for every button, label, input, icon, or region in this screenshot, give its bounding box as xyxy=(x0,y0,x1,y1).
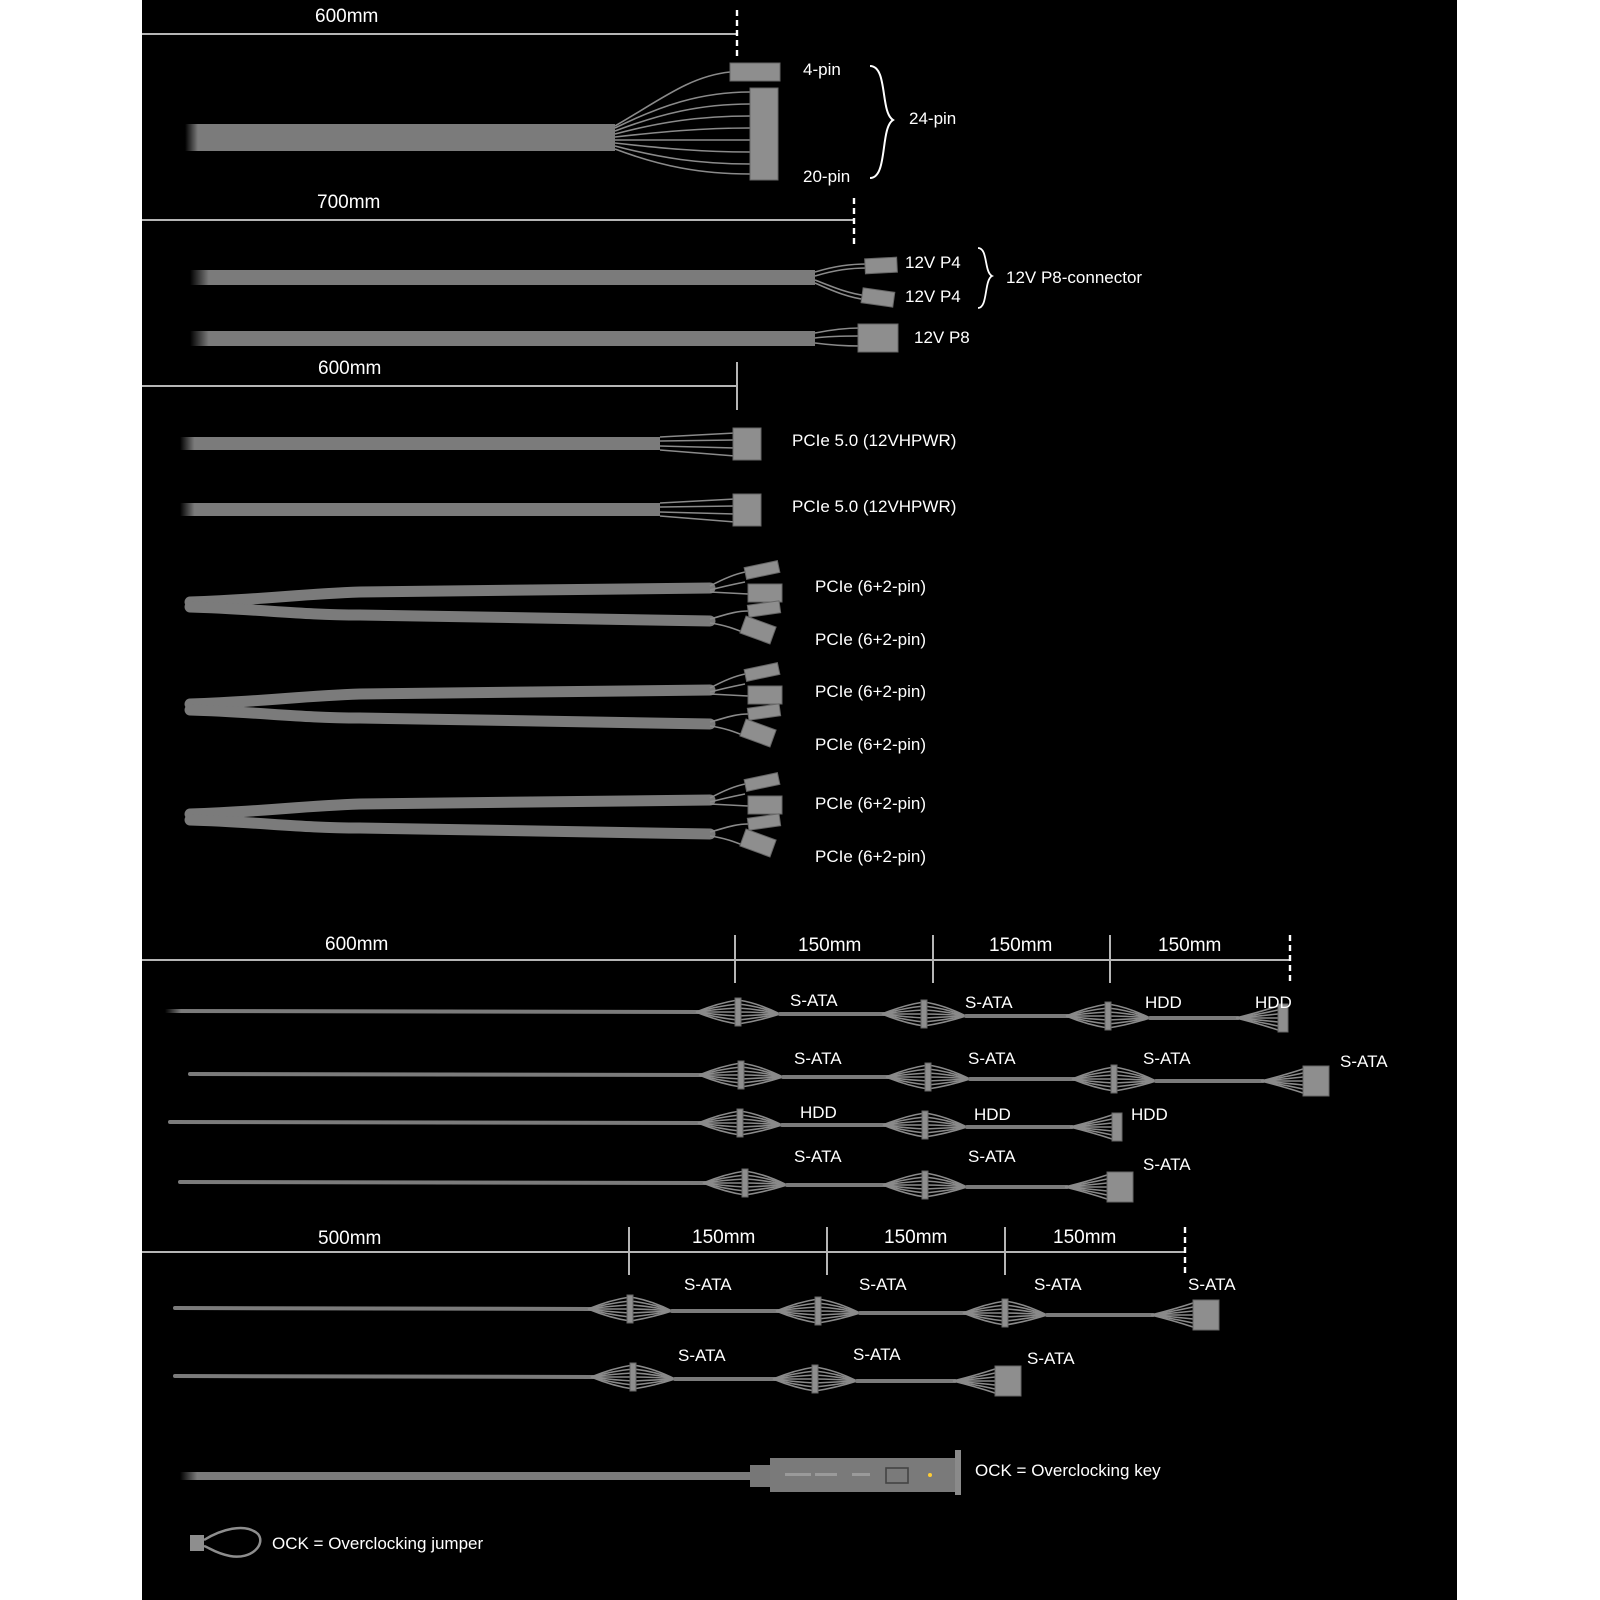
cpu-p8-label: 12V P8 xyxy=(914,328,970,347)
peripheral-a-length-1: 600mm xyxy=(325,934,389,955)
pcie-8pin-label-1: PCIe (6+2-pin) xyxy=(815,577,927,596)
peripheral-inline-connector xyxy=(925,1063,931,1091)
pcie-2pin-connector xyxy=(747,704,780,720)
cpu-cable-group xyxy=(142,192,1142,352)
mainboard-20pin-connector xyxy=(750,88,778,180)
peripheral-inline-connector xyxy=(735,998,741,1026)
cpu-p8-cable xyxy=(190,331,815,346)
peripheral-inline-connector xyxy=(627,1295,633,1323)
cpu-p4-label-b: 12V P4 xyxy=(905,287,961,306)
mainboard-24pin-label: 24-pin xyxy=(909,109,957,128)
peripheral-a-row2-label-2: S-ATA xyxy=(968,1049,1016,1068)
peripheral-inline-connector xyxy=(742,1169,748,1197)
peripheral-inline-connector xyxy=(1105,1002,1111,1030)
mainboard-20pin-label: 20-pin xyxy=(803,167,851,186)
peripheral-sata-end-connector xyxy=(1193,1300,1219,1330)
peripheral-inline-connector xyxy=(1002,1299,1008,1327)
pcie-6pin-connector xyxy=(740,616,776,644)
peripheral-b-row1-label-1: S-ATA xyxy=(684,1275,732,1294)
pcie-8pin-label-6: PCIe (6+2-pin) xyxy=(815,847,927,866)
peripheral-inline-connector xyxy=(922,1111,928,1139)
peripheral-a-row2-lead xyxy=(190,1074,700,1075)
pcie-2pin-connector xyxy=(744,773,780,792)
peripheral-hdd-end-connector xyxy=(1112,1113,1122,1141)
pcie-8pin-cable xyxy=(190,800,710,814)
peripheral-inline-connector xyxy=(812,1365,818,1393)
peripheral-sata-end-connector xyxy=(1107,1172,1133,1202)
peripheral-a-row2-label-4: S-ATA xyxy=(1340,1052,1388,1071)
peripheral-b-group xyxy=(142,1227,1236,1396)
pcie-8pin-cable xyxy=(190,710,710,724)
mainboard-length-label: 600mm xyxy=(315,6,379,27)
mainboard-4pin-label: 4-pin xyxy=(803,60,841,79)
pcie-hpwr-cable-1 xyxy=(180,437,660,450)
peripheral-a-row1-label-3: HDD xyxy=(1145,993,1182,1012)
pcie-hpwr-cable-2 xyxy=(180,503,660,516)
peripheral-inline-connector xyxy=(1111,1065,1117,1093)
peripheral-a-row4-lead xyxy=(180,1182,700,1183)
peripheral-b-row2-label-2: S-ATA xyxy=(853,1345,901,1364)
pcie-6pin-connector xyxy=(748,796,782,814)
pcie-2pin-connector xyxy=(747,601,780,617)
peripheral-inline-connector xyxy=(737,1109,743,1137)
pcie-8pin-cable xyxy=(190,607,710,621)
peripheral-inline-connector xyxy=(738,1061,744,1089)
ock-jumper-icon xyxy=(190,1528,260,1557)
cpu-p8-connector xyxy=(858,324,898,352)
cpu-p8-group-label: 12V P8-connector xyxy=(1006,268,1143,287)
mainboard-4pin-connector xyxy=(730,63,780,81)
pcie-hpwr-connector-2 xyxy=(733,494,761,526)
pcie-2pin-connector xyxy=(744,561,780,580)
peripheral-a-length-3: 150mm xyxy=(989,935,1053,956)
peripheral-a-row2-label-1: S-ATA xyxy=(794,1049,842,1068)
peripheral-a-group xyxy=(142,934,1388,1202)
peripheral-a-row3-lead xyxy=(170,1122,700,1123)
pcie-2pin-connector xyxy=(747,814,780,830)
pcie-8pin-label-5: PCIe (6+2-pin) xyxy=(815,794,927,813)
peripheral-a-row1-label-4: HDD xyxy=(1255,993,1292,1012)
cpu-p4-connector-b xyxy=(861,288,895,307)
pcie-6pin-connector xyxy=(740,829,776,857)
peripheral-b-length-2: 150mm xyxy=(692,1227,756,1248)
peripheral-a-row3-label-1: HDD xyxy=(800,1103,837,1122)
cpu-brace-icon xyxy=(978,248,992,308)
pcie-6pin-connector xyxy=(740,719,776,747)
pcie-8pin-cable xyxy=(190,820,710,834)
pcie-2pin-connector xyxy=(744,663,780,682)
pcie-hpwr-label-2: PCIe 5.0 (12VHPWR) xyxy=(792,497,957,516)
peripheral-b-row2-label-3: S-ATA xyxy=(1027,1349,1075,1368)
peripheral-a-row3-label-2: HDD xyxy=(974,1105,1011,1124)
pcie-6pin-connector xyxy=(748,584,782,602)
peripheral-b-row2-label-1: S-ATA xyxy=(678,1346,726,1365)
ock-group xyxy=(180,1450,1161,1557)
mainboard-brace-icon xyxy=(870,66,893,178)
peripheral-b-row1-label-4: S-ATA xyxy=(1188,1275,1236,1294)
pcie-cable-group xyxy=(142,358,956,866)
peripheral-b-length-3: 150mm xyxy=(884,1227,948,1248)
peripheral-b-row1-lead xyxy=(175,1308,590,1309)
peripheral-b-row1-label-3: S-ATA xyxy=(1034,1275,1082,1294)
peripheral-a-length-4: 150mm xyxy=(1158,935,1222,956)
peripheral-b-row1-label-2: S-ATA xyxy=(859,1275,907,1294)
mainboard-cable-group xyxy=(142,6,956,186)
peripheral-a-row4-label-3: S-ATA xyxy=(1143,1155,1191,1174)
peripheral-a-row4-label-2: S-ATA xyxy=(968,1147,1016,1166)
peripheral-inline-connector xyxy=(630,1363,636,1391)
pcie-hpwr-label-1: PCIe 5.0 (12VHPWR) xyxy=(792,431,957,450)
cpu-p4-label-a: 12V P4 xyxy=(905,253,961,272)
pcie-8pin-cables xyxy=(190,561,782,857)
peripheral-a-row1-label-1: S-ATA xyxy=(790,991,838,1010)
peripheral-a-row3-label-3: HDD xyxy=(1131,1105,1168,1124)
peripheral-a-row2-label-3: S-ATA xyxy=(1143,1049,1191,1068)
ock-key-cable xyxy=(180,1472,752,1480)
pcie-length-label: 600mm xyxy=(318,358,382,379)
peripheral-a-row4-label-1: S-ATA xyxy=(794,1147,842,1166)
ock-key-label: OCK = Overclocking key xyxy=(975,1461,1161,1480)
ock-key-bracket xyxy=(750,1450,961,1495)
peripheral-a-row1-lead xyxy=(165,1011,700,1012)
peripheral-a-length-2: 150mm xyxy=(798,935,862,956)
peripheral-sata-end-connector xyxy=(1303,1066,1329,1096)
mainboard-cable xyxy=(185,124,615,151)
pcie-8pin-label-3: PCIe (6+2-pin) xyxy=(815,682,927,701)
peripheral-inline-connector xyxy=(921,1000,927,1028)
peripheral-b-length-4: 150mm xyxy=(1053,1227,1117,1248)
cpu-length-label: 700mm xyxy=(317,192,381,213)
pcie-6pin-connector xyxy=(748,686,782,704)
peripheral-inline-connector xyxy=(815,1297,821,1325)
ock-jumper-label: OCK = Overclocking jumper xyxy=(272,1534,484,1553)
cpu-p4-connector-a xyxy=(865,257,898,274)
pcie-8pin-cable xyxy=(190,690,710,704)
pcie-hpwr-connector-1 xyxy=(733,428,761,460)
pcie-8pin-cable xyxy=(190,588,710,602)
peripheral-inline-connector xyxy=(922,1171,928,1199)
cpu-p4-cable xyxy=(190,270,815,285)
peripheral-b-length-1: 500mm xyxy=(318,1228,382,1249)
peripheral-a-row1-label-2: S-ATA xyxy=(965,993,1013,1012)
pcie-8pin-label-4: PCIe (6+2-pin) xyxy=(815,735,927,754)
peripheral-b-row2-lead xyxy=(175,1376,590,1377)
mainboard-wire-fan xyxy=(615,72,750,174)
pcie-8pin-label-2: PCIe (6+2-pin) xyxy=(815,630,927,649)
peripheral-sata-end-connector xyxy=(995,1366,1021,1396)
